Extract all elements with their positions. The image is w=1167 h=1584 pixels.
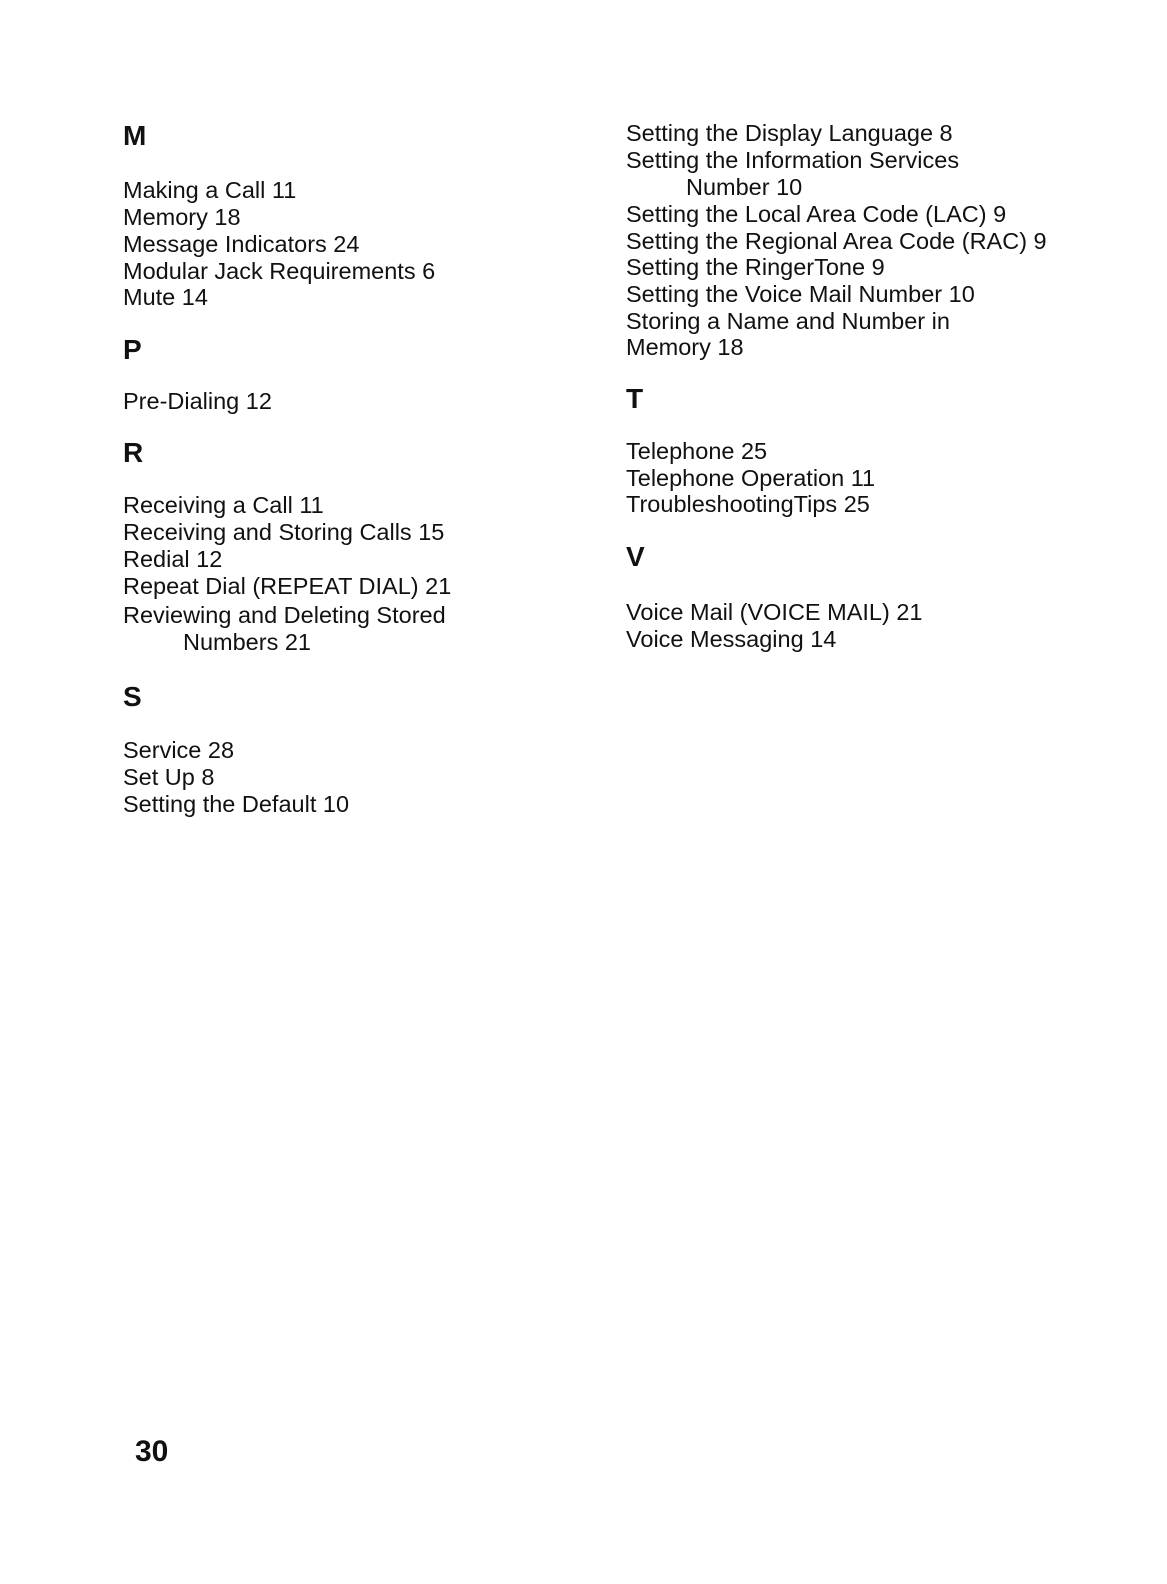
index-entry: Repeat Dial (REPEAT DIAL) 21 (123, 573, 452, 599)
index-entry: Setting the Regional Area Code (RAC) 9 (626, 228, 1047, 254)
index-entry: Setting the Local Area Code (LAC) 9 (626, 201, 1007, 227)
index-entry: Receiving a Call 11 (123, 492, 324, 518)
index-entry: Pre-Dialing 12 (123, 388, 272, 414)
index-entry-text: Setting the Information Services (626, 147, 960, 173)
index-letter-t: T (626, 383, 644, 414)
index-entry: Memory 18 (123, 204, 241, 230)
index-entry: TroubleshootingTips 25 (626, 491, 870, 517)
index-letter-m: M (123, 120, 147, 151)
index-entry: Mute 14 (123, 284, 208, 310)
index-letter-v: V (626, 541, 645, 572)
index-entry: Telephone Operation 11 (626, 465, 876, 491)
index-entry: Voice Messaging 14 (626, 626, 837, 652)
index-entry: Setting the Display Language 8 (626, 120, 953, 146)
index-entry-text: Reviewing and Deleting Stored (123, 602, 446, 628)
index-letter-s: S (123, 681, 142, 712)
index-entry: Memory 18 (626, 334, 744, 360)
index-entry: Service 28 (123, 737, 235, 763)
page-number: 30 (135, 1435, 169, 1468)
index-entry: Voice Mail (VOICE MAIL) 21 (626, 599, 923, 625)
index-entry (626, 147, 959, 201)
index-entry: Making a Call 11 (123, 177, 297, 203)
index-entry: Setting the Voice Mail Number 10 (626, 281, 975, 307)
index-entry: Setting the Default 10 (123, 791, 350, 817)
index-entry: Modular Jack Requirements 6 (123, 258, 436, 284)
index-entry-continuation: Numbers 21 (183, 629, 311, 655)
index-letter-p: P (123, 334, 142, 365)
index-entry (123, 602, 446, 656)
index-entry: Receiving and Storing Calls 15 (123, 519, 445, 545)
index-entry: Setting the RingerTone 9 (626, 254, 885, 280)
index-entry-continuation: Number 10 (686, 174, 803, 200)
index-entry: Storing a Name and Number in (626, 308, 950, 334)
index-entry: Set Up 8 (123, 764, 215, 790)
index-entry: Redial 12 (123, 546, 223, 572)
index-letter-r: R (123, 437, 144, 468)
index-entry: Telephone 25 (626, 438, 768, 464)
index-entry: Message Indicators 24 (123, 231, 360, 257)
